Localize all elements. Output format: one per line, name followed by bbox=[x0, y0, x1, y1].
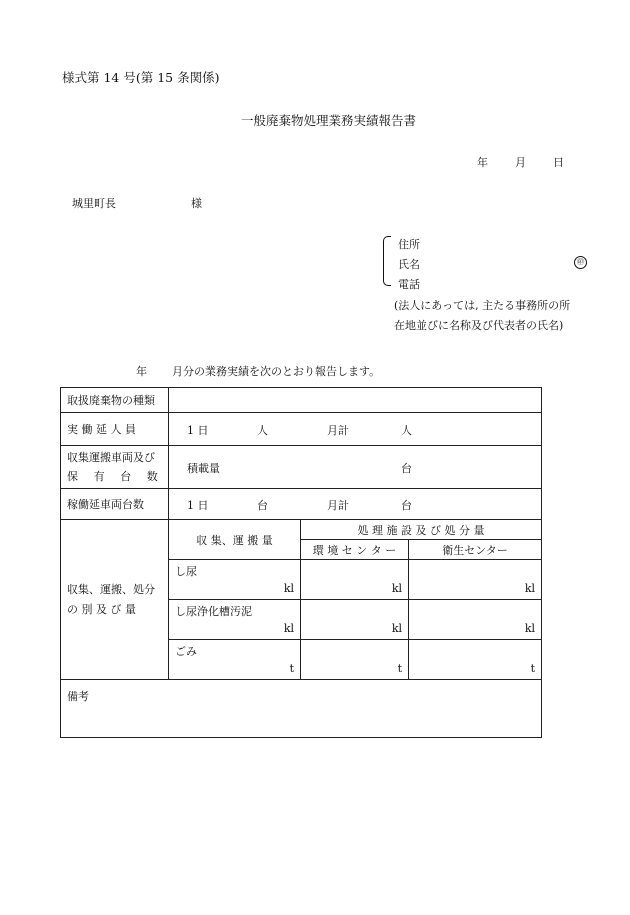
intro-year: 年 bbox=[136, 365, 147, 378]
quantities-label-line1: 収集、運搬、処分 bbox=[67, 582, 155, 596]
workers-monthly: 月計 bbox=[327, 424, 349, 437]
reporter-bracket bbox=[383, 236, 391, 286]
reporter-address-label: 住所 bbox=[398, 238, 420, 251]
row-unit: kl bbox=[524, 622, 536, 635]
remarks-cell[interactable] bbox=[61, 680, 542, 738]
form-number: 様式第 14 号(第 15 条関係) bbox=[62, 70, 220, 85]
operating-label: 稼働延車両台数 bbox=[61, 489, 169, 520]
row-unit: kl bbox=[524, 582, 536, 595]
table-row-waste-type bbox=[61, 388, 542, 413]
row-unit: t bbox=[397, 662, 402, 675]
workers-label: 実 働 延 人 員 bbox=[61, 413, 169, 446]
row-unit: kl bbox=[283, 582, 294, 595]
row-night-soil-sanitation[interactable] bbox=[409, 560, 542, 600]
addressee-honorific: 様 bbox=[191, 197, 202, 210]
remarks-label: 備考 bbox=[67, 690, 89, 703]
document-title: 一般廃棄物処理業務実績報告書 bbox=[241, 113, 417, 128]
facility-env-header: 環 境 セ ン タ ー bbox=[301, 540, 409, 560]
vehicles-value[interactable] bbox=[169, 446, 542, 489]
workers-month-unit: 人 bbox=[401, 424, 412, 437]
row-garbage-collection[interactable] bbox=[169, 640, 301, 680]
row-item-label: し尿 bbox=[175, 565, 197, 578]
operating-value[interactable] bbox=[169, 489, 542, 520]
table-row-headers bbox=[61, 520, 542, 540]
waste-type-label: 取扱廃棄物の種類 bbox=[61, 388, 169, 413]
quantities-label-line2: の 別 及 び 量 bbox=[67, 602, 136, 616]
date-day: 日 bbox=[553, 156, 564, 169]
facility-sanitation-header: 衛生センター bbox=[409, 540, 542, 560]
reporter-phone-label: 電話 bbox=[398, 278, 420, 291]
row-night-soil-collection[interactable] bbox=[169, 560, 301, 600]
vehicles-label-line2: 保 有 台 数 bbox=[67, 470, 164, 483]
addressee-name: 城里町長 bbox=[72, 197, 116, 210]
row-item-label: ごみ bbox=[175, 645, 197, 658]
intro-text: 月分の業務実績を次のとおり報告します。 bbox=[172, 365, 381, 378]
row-unit: kl bbox=[391, 622, 402, 635]
collection-header: 収 集、運 搬 量 bbox=[169, 520, 301, 560]
workers-day-unit: 人 bbox=[257, 424, 268, 437]
vehicles-label-line1: 収集運搬車両及び bbox=[67, 451, 155, 464]
row-night-soil-env[interactable] bbox=[301, 560, 409, 600]
vehicles-label bbox=[61, 446, 169, 489]
row-sludge-env[interactable] bbox=[301, 600, 409, 640]
row-unit: t bbox=[530, 662, 536, 675]
row-garbage-sanitation[interactable] bbox=[409, 640, 542, 680]
load-capacity-label: 積載量 bbox=[187, 462, 220, 475]
row-unit: kl bbox=[283, 622, 294, 635]
row-unit: t bbox=[289, 662, 294, 675]
waste-type-value[interactable] bbox=[169, 388, 542, 413]
table-row-operating bbox=[61, 489, 542, 520]
workers-value[interactable] bbox=[169, 413, 542, 446]
date-month: 月 bbox=[515, 156, 526, 169]
reporter-note-line2: 在地並びに名称及び代表者の氏名) bbox=[394, 319, 564, 332]
reporter-note-line1: (法人にあっては, 主たる事務所の所 bbox=[394, 299, 571, 312]
row-item-label: し尿浄化槽汚泥 bbox=[175, 605, 252, 618]
report-table bbox=[60, 387, 542, 738]
workers-per-day: 1 日 bbox=[187, 424, 209, 437]
table-row-vehicles bbox=[61, 446, 542, 489]
quantities-label bbox=[61, 520, 169, 680]
operating-per-day: 1 日 bbox=[187, 499, 209, 512]
row-sludge-collection[interactable] bbox=[169, 600, 301, 640]
vehicles-unit: 台 bbox=[401, 462, 412, 475]
row-sludge-sanitation[interactable] bbox=[409, 600, 542, 640]
operating-month-unit: 台 bbox=[401, 499, 412, 512]
table-row-workers bbox=[61, 413, 542, 446]
row-garbage-env[interactable] bbox=[301, 640, 409, 680]
date-year: 年 bbox=[477, 156, 488, 169]
table-row-remarks bbox=[61, 680, 542, 738]
operating-day-unit: 台 bbox=[257, 499, 268, 512]
operating-monthly: 月計 bbox=[327, 499, 349, 512]
row-unit: kl bbox=[391, 582, 402, 595]
reporter-name-label: 氏名 bbox=[398, 258, 420, 271]
facility-header: 処 理 施 設 及 び 処 分 量 bbox=[301, 520, 542, 540]
seal-mark: ㊞ bbox=[574, 256, 587, 269]
